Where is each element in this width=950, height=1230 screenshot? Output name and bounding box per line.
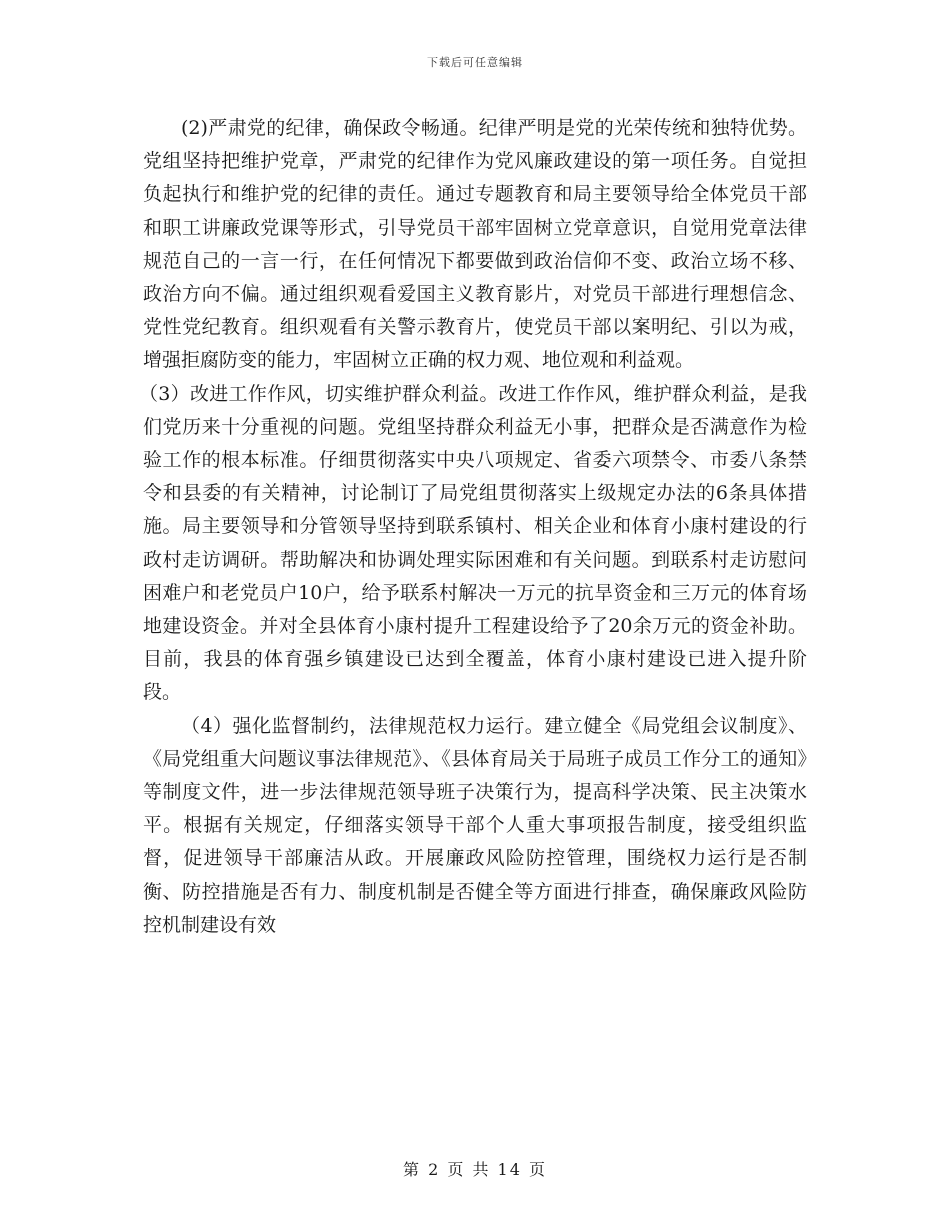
paragraph-work-style: （3）改进工作作风，切实维护群众利益。改进工作作风，维护群众利益，是我们党历来十分重视的问题。党组坚持群众利益无小事，把群众是否满意作为检验工作的根本标准。仔细贯彻落实中央八项规定、省委六项禁令、市委八条禁令和县委的有关精神，讨论制订了局党组贯彻落实上级规定办法的6条具体措施。局主要领导和分管领导坚持到联系镇村、相关企业和体育小康村建设的行政村走访调研。帮助解决和协调处理实际困难和有关问题。到联系村走访慰问困难户和老党员户10户，给予联系村解决一万元的抗旱资金和三万元的体育场地建设资金。并对全县体育小康村提升工程建设给予了20余万元的资金补助。目前，我县的体育强乡镇建设已达到全覆盖，体育小康村建设已进入提升阶段。 — [139, 382, 807, 704]
paragraph-supervision: （4）强化监督制约，法律规范权力运行。建立健全《局党组会议制度》、《局党组重大问题议事法律规范》、《县体育局关于局班子成员工作分工的通知》等制度文件，进一步法律规范领导班子决策行为，提高科学决策、民主决策水平。根据有关规定，仔细落实领导干部个人重大事项报告制度，接受组织监督，促进领导干部廉洁从政。开展廉政风险防控管理，围绕权力运行是否制衡、防控措施是否有力、制度机制是否健全等方面进行排查，确保廉政风险防控机制建设有效 — [143, 714, 807, 936]
page-header-note: 下载后可任意编辑 — [427, 56, 523, 69]
page-number-footer: 第 2 页 共 14 页 — [403, 1160, 547, 1179]
document-body — [139, 112, 807, 942]
paragraph-discipline: (2)严肃党的纪律，确保政令畅通。纪律严明是党的光荣传统和独特优势。党组坚持把维护党章，严肃党的纪律作为党风廉政建设的第一项任务。自觉担负起执行和维护党的纪律的责任。通过专题教育和局主要领导给全体党员干部和职工讲廉政党课等形式，引导党员干部牢固树立党章意识，自觉用党章法律规范自己的一言一行，在任何情况下都要做到政治信仰不变、政治立场不移、政治方向不偏。通过组织观看爱国主义教育影片，对党员干部进行理想信念、党性党纪教育。组织观看有关警示教育片，使党员干部以案明纪、引以为戒，增强拒腐防变的能力，牢固树立正确的权力观、地位观和利益观。 — [143, 117, 807, 372]
